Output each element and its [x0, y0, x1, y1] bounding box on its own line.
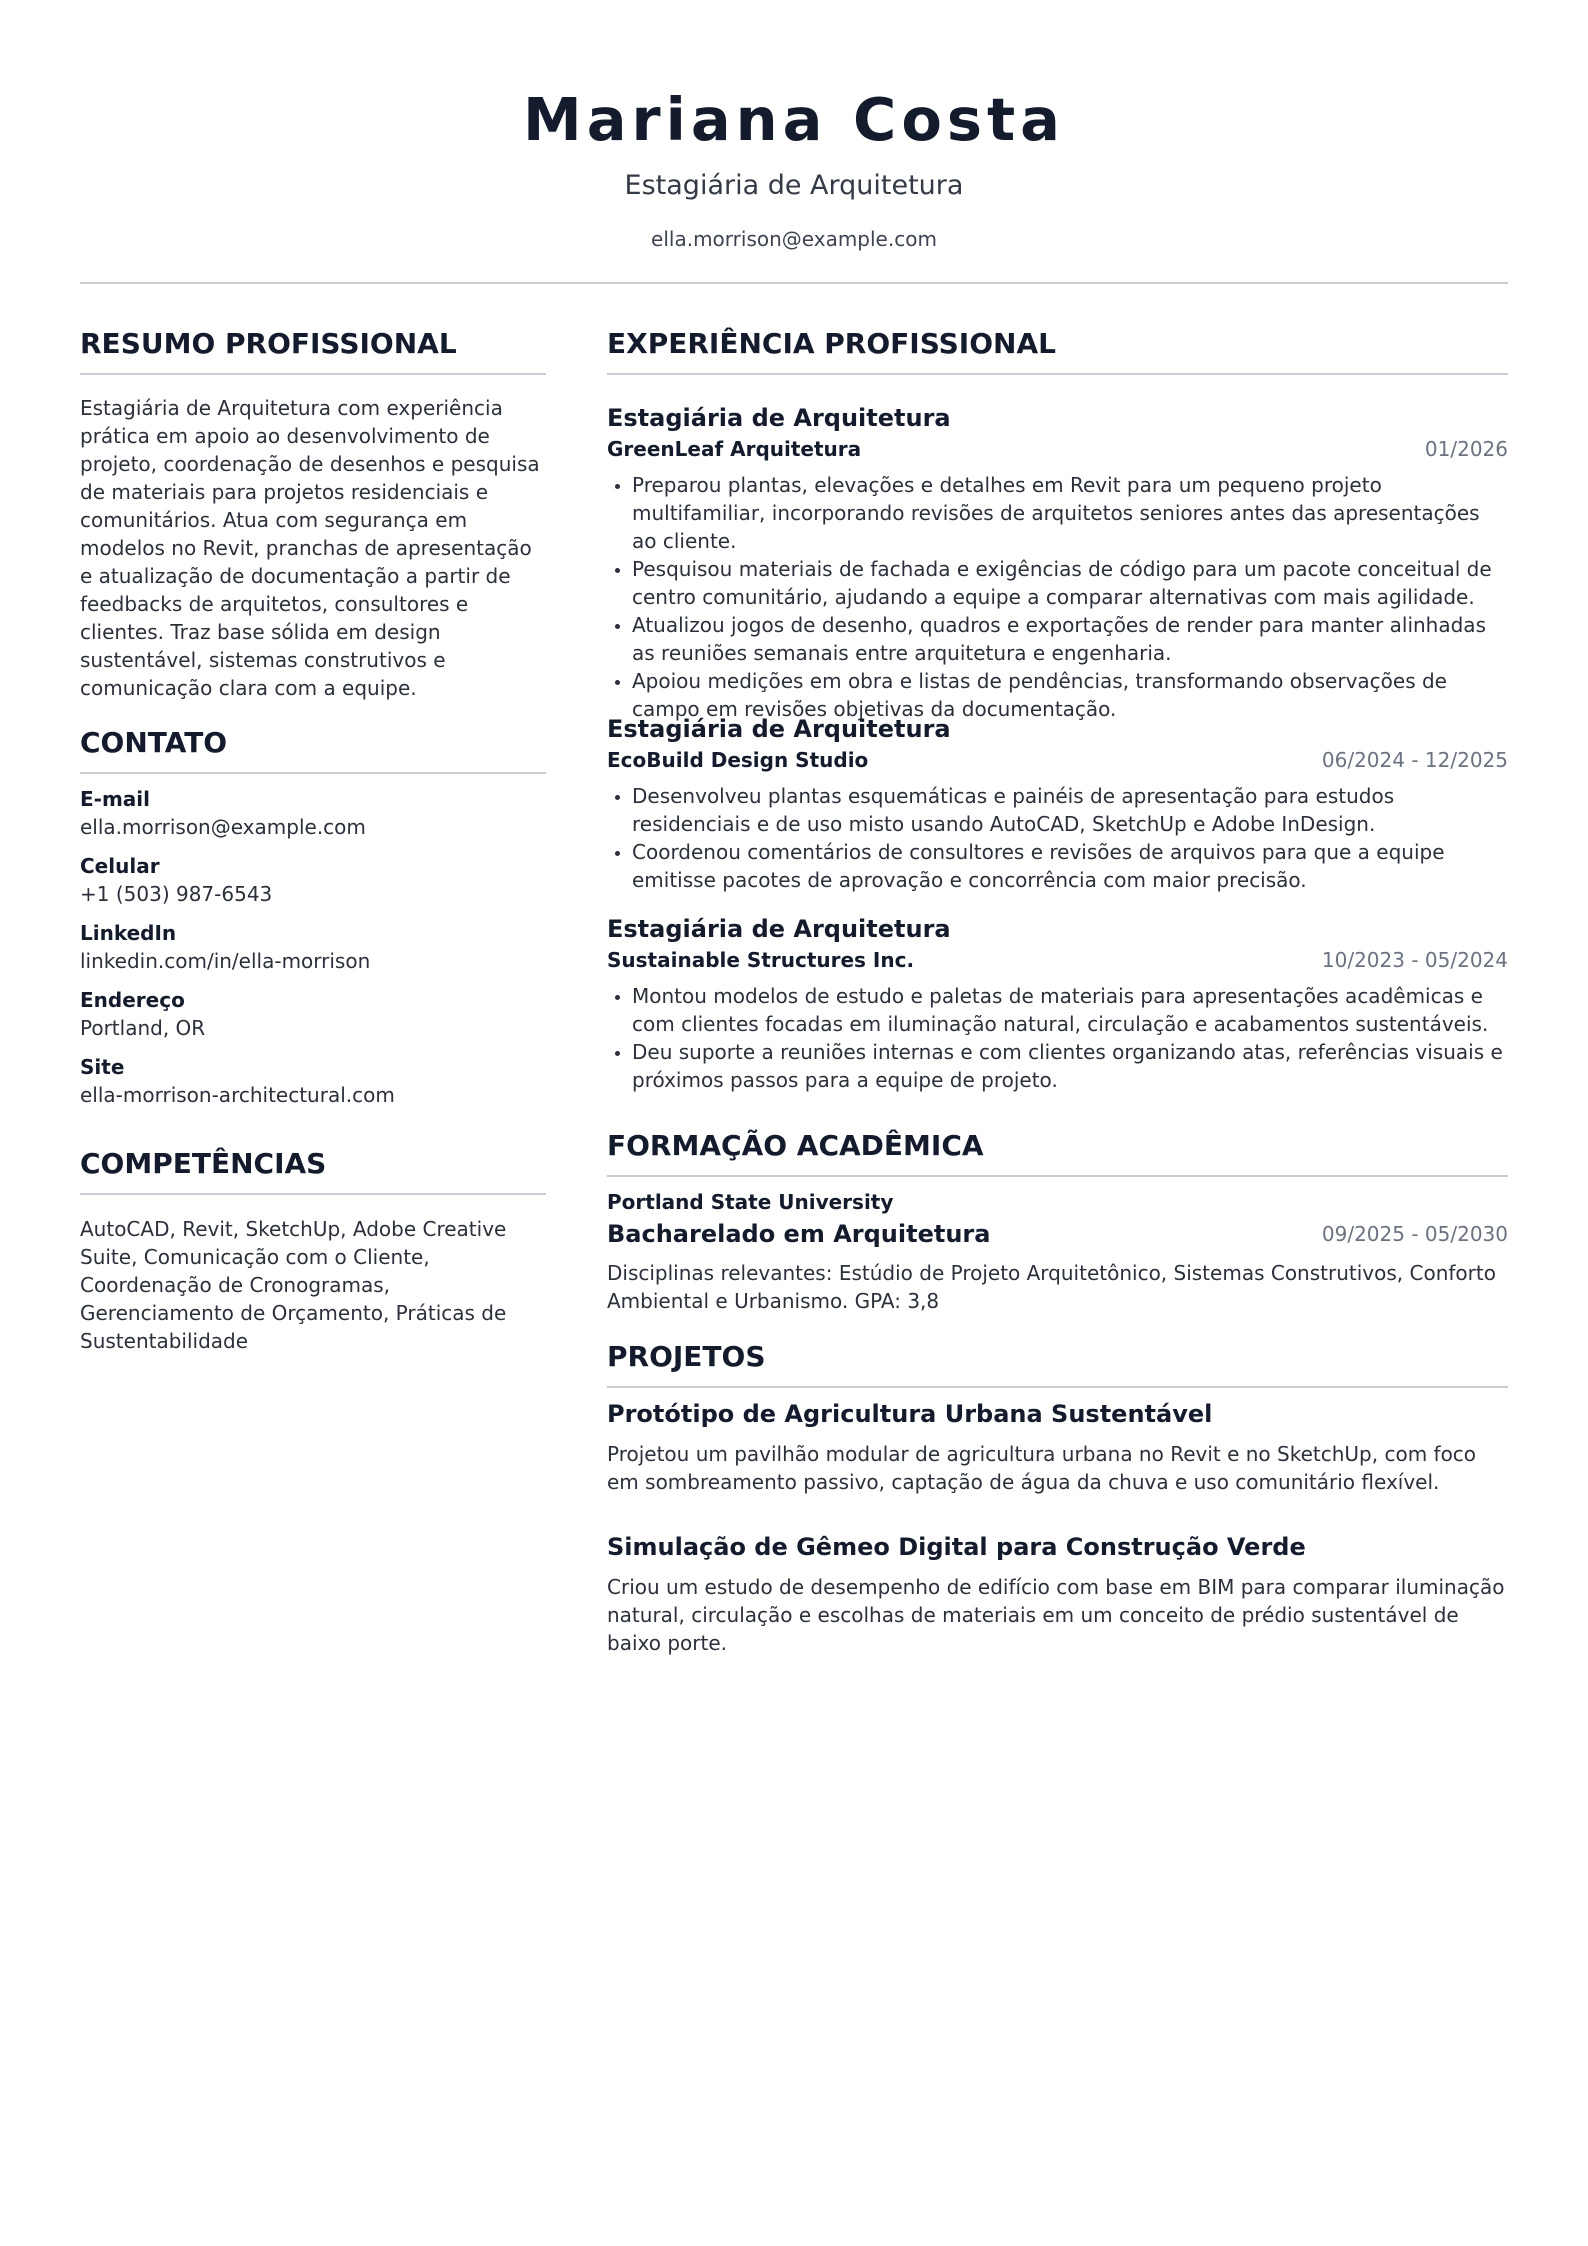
- contact-label: Celular: [80, 854, 160, 878]
- job-entry: [607, 402, 1508, 723]
- candidate-headline: Estagiária de Arquitetura: [624, 170, 964, 201]
- job-entry: [607, 713, 1508, 894]
- job-bullet: Apoiou medições em obra e listas de pendências, transformando observações de campo em revisões objetivas da documentação.: [607, 667, 1508, 723]
- contact-section-title: CONTATO: [80, 724, 546, 774]
- project-description: Projetou um pavilhão modular de agricultura urbana no Revit e no SketchUp, com foco em sombreamento passivo, captação de água da chuva e uso comunitário flexível.: [607, 1442, 1477, 1494]
- contact-item-website: [80, 1053, 546, 1109]
- contact-list: [80, 785, 546, 1120]
- contact-value: +1 (503) 987-6543: [80, 882, 273, 906]
- contact-item-phone: [80, 852, 546, 908]
- contact-item-address: [80, 986, 546, 1042]
- education-school: Portland State University: [607, 1190, 894, 1214]
- project-entry: [607, 1531, 1508, 1657]
- contact-value: ella.morrison@example.com: [80, 815, 366, 839]
- summary-text: Estagiária de Arquitetura com experiência prática em apoio ao desenvolvimento de projeto, coordenação de desenhos e pesquisa de materiais para projetos residenciais e comunitários. Atua com segurança em modelos no Revit, pranchas de apresentação e atualização de documentação a partir de feedbacks de arquitetos, consultores e clientes. Traz base sólida em design sustentável, sistemas construtivos e comunicação clara com a equipe.: [80, 396, 540, 700]
- contact-label: LinkedIn: [80, 921, 177, 945]
- job-bullet: Coordenou comentários de consultores e revisões de arquivos para que a equipe emitisse pacotes de aprovação e concorrência com maior precisão.: [607, 838, 1508, 894]
- project-entry: [607, 1398, 1508, 1496]
- job-title: Estagiária de Arquitetura: [607, 404, 951, 432]
- contact-value: Portland, OR: [80, 1016, 206, 1040]
- job-date: 01/2026: [1424, 437, 1508, 461]
- contact-label: Site: [80, 1055, 125, 1079]
- education-description: Disciplinas relevantes: Estúdio de Projeto Arquitetônico, Sistemas Construtivos, Conforto Ambiental e Urbanismo. GPA: 3,8: [607, 1261, 1496, 1313]
- job-bullet: Preparou plantas, elevações e detalhes em Revit para um pequeno projeto multifamiliar, incorporando revisões de arquitetos seniores antes das apresentações ao cliente.: [607, 471, 1508, 555]
- job-bullet: Montou modelos de estudo e paletas de materiais para apresentações acadêmicas e com clientes focadas em iluminação natural, circulação e acabamentos sustentáveis.: [607, 982, 1508, 1038]
- job-date: 10/2023 - 05/2024: [1321, 948, 1508, 972]
- job-bullets: [607, 782, 1508, 894]
- contact-label: Endereço: [80, 988, 185, 1012]
- education-date: 09/2025 - 05/2030: [1321, 1222, 1508, 1246]
- contact-item-linkedin: [80, 919, 546, 975]
- candidate-name: Mariana Costa: [523, 85, 1065, 154]
- job-company: Sustainable Structures Inc.: [607, 948, 915, 972]
- skills-section-title: COMPETÊNCIAS: [80, 1145, 546, 1195]
- experience-section-title: EXPERIÊNCIA PROFISSIONAL: [607, 325, 1508, 375]
- contact-item-email: [80, 785, 546, 841]
- contact-value: ella-morrison-architectural.com: [80, 1083, 395, 1107]
- education-section-title: FORMAÇÃO ACADÊMICA: [607, 1127, 1508, 1177]
- job-title: Estagiária de Arquitetura: [607, 715, 951, 743]
- job-bullet: Desenvolveu plantas esquemáticas e painéis de apresentação para estudos residenciais e de uso misto usando AutoCAD, SketchUp e Adobe InDesign.: [607, 782, 1508, 838]
- job-company: GreenLeaf Arquitetura: [607, 437, 862, 461]
- job-bullets: [607, 471, 1508, 723]
- skills-text: AutoCAD, Revit, SketchUp, Adobe Creative Suite, Comunicação com o Cliente, Coordenação de Cronogramas, Gerenciamento de Orçamento, Práticas de Sustentabilidade: [80, 1217, 507, 1353]
- project-description: Criou um estudo de desempenho de edifício com base em BIM para comparar iluminação natural, circulação e escolhas de materiais em um conceito de prédio sustentável de baixo porte.: [607, 1575, 1505, 1655]
- job-bullets: [607, 982, 1508, 1094]
- job-bullet: Pesquisou materiais de fachada e exigências de código para um pacote conceitual de centro comunitário, ajudando a equipe a comparar alternativas com mais agilidade.: [607, 555, 1508, 611]
- job-bullet: Atualizou jogos de desenho, quadros e exportações de render para manter alinhadas as reuniões semanais entre arquitetura e engenharia.: [607, 611, 1508, 667]
- job-entry: [607, 913, 1508, 1094]
- summary-section-title: RESUMO PROFISSIONAL: [80, 325, 546, 375]
- contact-value: linkedin.com/in/ella-morrison: [80, 949, 371, 973]
- project-title: Simulação de Gêmeo Digital para Construção Verde: [607, 1533, 1306, 1561]
- projects-section-title: PROJETOS: [607, 1338, 1508, 1388]
- job-company: EcoBuild Design Studio: [607, 748, 869, 772]
- job-title: Estagiária de Arquitetura: [607, 915, 951, 943]
- header-divider: [80, 282, 1508, 284]
- header-email: ella.morrison@example.com: [651, 227, 937, 251]
- job-date: 06/2024 - 12/2025: [1321, 748, 1508, 772]
- education-degree: Bacharelado em Arquitetura: [607, 1220, 991, 1248]
- job-bullet: Deu suporte a reuniões internas e com clientes organizando atas, referências visuais e próximos passos para a equipe de projeto.: [607, 1038, 1508, 1094]
- contact-label: E-mail: [80, 787, 151, 811]
- project-title: Protótipo de Agricultura Urbana Sustentável: [607, 1400, 1213, 1428]
- education-entry: [607, 1187, 1508, 1315]
